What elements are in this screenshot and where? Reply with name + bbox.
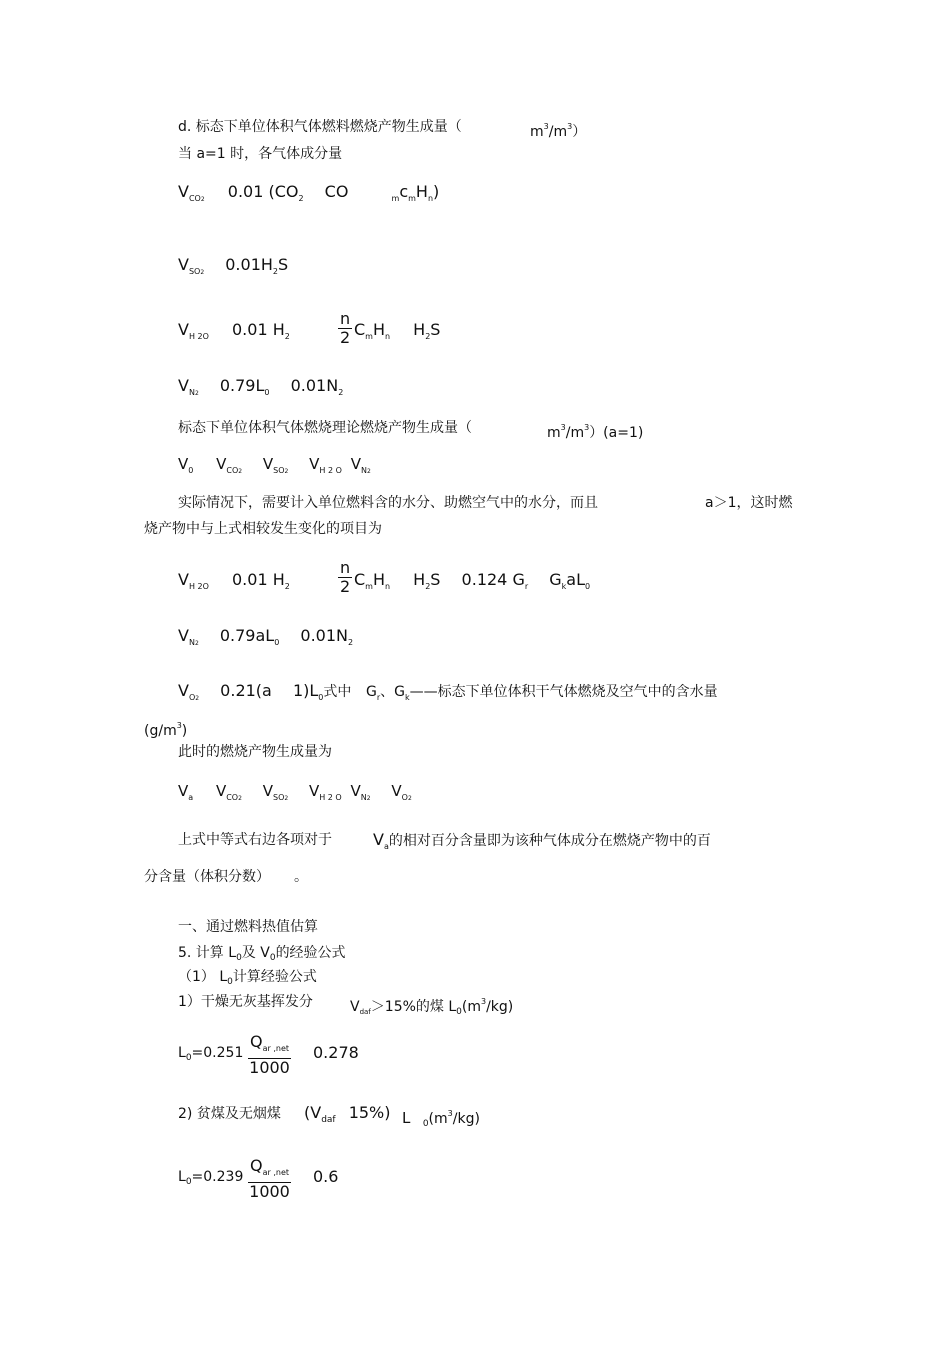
text: 2 [407,795,412,802]
text: S [278,255,289,274]
text: V [262,455,274,473]
text: 2 [425,582,431,591]
text: V [178,626,189,645]
text: a [188,793,194,802]
text: V [350,782,361,800]
text: L [178,1169,186,1185]
text: V [178,455,189,473]
text: 0.79aL [219,626,275,645]
text: S [430,320,441,339]
text: 3 [481,997,487,1006]
text: Q [250,1032,263,1051]
text: m [365,582,373,591]
text: 2 [366,468,371,475]
text: H 2 O [319,793,342,802]
text: 2 [200,196,205,203]
text: N [188,638,195,647]
equation-va [178,781,412,809]
text: 3 [584,423,590,432]
text: G [366,684,377,700]
text: 0 [318,693,324,702]
text: 0.01 H [232,570,285,589]
text: 2 [272,267,278,276]
text: 式中 [323,684,352,700]
text: 2 [339,328,351,347]
text: /kg) [486,999,514,1015]
text: m [408,194,416,203]
text: S [430,570,441,589]
text: 0 [269,953,276,963]
text: 2 [338,388,344,397]
text: (V [304,1103,322,1122]
text: C [354,320,366,339]
text: ar ,net [262,1044,289,1053]
text: V [373,830,384,849]
text: 3 [543,122,549,131]
text: V [350,999,360,1015]
text: H [372,320,385,339]
line-theoretical: 标态下单位体积气体燃烧理论燃烧产物生成量（ [178,420,472,436]
item-2-lean-cond [304,1103,391,1130]
text: ）(a=1) [589,425,644,441]
text: H 2 O [319,466,342,475]
numerator [248,1157,291,1182]
text: 的相对百分含量即为该种气体成分在燃烧产物中的百 [388,833,711,849]
text: 0 [185,1053,192,1063]
equation-vh2o-actual-tail [354,570,590,597]
text: 15%) [348,1103,391,1122]
period: 。 [294,869,308,885]
equation-vso2 [178,255,288,283]
text: V [350,455,361,473]
text: L [178,1045,186,1061]
text: 2 [238,795,242,802]
text: 0.01 H [232,320,285,339]
paragraph-actual-tail: a＞1，这时燃 [705,495,793,511]
text: H [413,570,426,589]
formula-l0-1-const: 0.278 [313,1043,359,1062]
text: 2 [238,468,243,475]
text: H 2O [188,582,209,591]
text: CO [324,182,349,201]
text: aL [566,570,585,589]
text: m [365,332,373,341]
text: V [215,782,227,800]
text: H [415,182,428,201]
fraction-qnet-1000 [248,1157,291,1201]
text: 及 V [241,945,270,961]
text: V [178,782,189,800]
text: =0.251 [191,1045,244,1061]
text: V [178,182,189,201]
paragraph-relative: 上式中等式右边各项对于 [178,832,332,848]
text: daf [359,1008,371,1016]
fraction-n-over-2 [338,559,352,596]
text: O [188,693,196,702]
text: N [360,793,367,802]
item-5 [178,944,346,967]
text: /m [565,425,585,441]
fraction-n-over-2 [338,310,352,347]
text: m [530,124,544,140]
item-2-lean: 2) 贫煤及无烟煤 [178,1106,281,1122]
text: V [391,782,402,800]
text: ar ,net [262,1168,289,1177]
text: 0 [422,1119,429,1129]
text: 3 [176,721,182,730]
text: N [188,388,195,397]
text: V [178,320,189,339]
text: 0 [264,388,270,397]
text: (g/m [144,723,177,739]
text: n [385,582,391,591]
item-1 [178,968,317,991]
text: 3 [567,122,573,131]
text: 0.01H [225,255,273,274]
paragraph-actual: 实际情况下，需要计入单位燃料含的水分、助燃空气中的水分，而且 [178,495,598,511]
text: 0.21(a [220,681,272,700]
formula-l0-1 [178,1044,243,1067]
text: G [549,570,562,589]
text: 2 [366,795,371,802]
text: CO [188,194,201,203]
text: H 2O [188,332,209,341]
text: r [524,582,529,591]
paragraph-relative-2: 分含量（体积分数） [144,869,270,885]
text: ＞15%的煤 L [370,999,457,1015]
text: 2 [425,332,431,341]
text: ——标态下单位体积干气体燃烧及空气中的含水量 [409,684,718,700]
text: 0 [227,977,233,987]
formula-l0-2-const: 0.6 [313,1167,339,1186]
equation-vh2o-tail [354,320,440,347]
text: (m [461,999,481,1015]
numerator [248,1033,291,1058]
section-heading: 一、通过燃料热值估算 [178,919,318,935]
text: 0.01N [300,626,348,645]
text: 2 [284,582,290,591]
definition-gr-gk [366,683,718,707]
equation-vo2 [178,681,351,709]
text: CO [226,466,239,475]
text: 0 [456,1007,462,1017]
text: 1000 [249,1182,290,1201]
item-1-dry-tail [350,993,513,1021]
text: V [308,782,320,800]
text: a [383,842,389,851]
text: n [340,309,351,328]
text: V [309,455,320,473]
text: 0 [274,638,280,647]
text: k [561,582,567,591]
text: 2 [284,332,290,341]
text: O [401,793,408,802]
text: （1） L [178,969,228,985]
text: V [178,255,189,274]
text: 1)L [292,681,319,700]
text: m [391,194,400,203]
text: 3 [447,1109,453,1118]
text: 2 [194,640,199,647]
equation-vn2-actual [178,626,353,654]
fraction-qnet-1000 [248,1033,291,1077]
line-generation: 此时的燃烧产物生成量为 [178,744,332,760]
text: SO [273,466,285,475]
text: 2 [195,695,200,702]
text: n [340,558,351,577]
text: ) [181,723,188,739]
text: 2 [347,638,354,647]
text: 2 [284,468,289,475]
text: 5. 计算 L [178,945,237,961]
text: SO [272,793,285,802]
text: N [360,466,367,475]
text: SO [188,267,201,276]
text: Q [250,1156,263,1175]
text: 0.124 G [461,570,525,589]
text: m [547,425,561,441]
text: 3 [560,423,566,432]
item-1-dry: 1）干燥无灰基挥发分 [178,994,313,1010]
line-a1: 当 a=1 时，各气体成分量 [178,146,343,162]
equation-vh2o [178,320,290,347]
text: 2 [200,269,205,276]
equation-vco2 [178,182,439,210]
item-2-lean-unit [402,1105,480,1133]
text: H [372,570,385,589]
text: 计算经验公式 [232,969,317,985]
text: n [385,332,391,341]
paragraph-relative-tail [373,831,711,856]
text: 0 [188,466,194,475]
text: /kg) [452,1111,480,1127]
text: /m [548,124,568,140]
equation-v0 [178,454,371,482]
equation-vh2o-actual [178,570,290,597]
text: 2 [298,194,304,203]
text: d. 标态下单位体积气体燃料燃烧产物生成量（ [178,119,462,135]
text: c [399,182,409,201]
text: 2 [339,577,351,596]
formula-l0-2 [178,1168,243,1191]
text: V [262,782,273,800]
text: ) [433,182,440,201]
text: r [376,693,381,702]
equation-vn2 [178,376,343,404]
text: daf [321,1115,336,1125]
text: C [354,570,366,589]
text: (m [428,1111,448,1127]
text: 0.79L [219,376,265,395]
heading-d [178,118,462,136]
text: 、G [380,684,406,700]
text: H [413,320,426,339]
unit-m3-m3-a1 [547,419,643,442]
text: V [178,570,189,589]
text: 0 [236,953,242,963]
text: L [402,1109,411,1127]
text: 的经验公式 [275,945,346,961]
text: =0.239 [191,1169,244,1185]
text: ） [572,124,587,140]
text: n [427,194,434,203]
text: V [216,455,227,473]
text: 0.01N [290,376,339,395]
text: 0 [585,582,591,591]
text: k [405,693,410,702]
unit-g-m3 [144,717,187,740]
text: V [178,376,189,395]
text: CO [226,793,239,802]
text: 1000 [249,1058,290,1077]
text: V [178,681,189,700]
text: 2 [284,795,289,802]
text: 2 [194,390,199,397]
unit-m3-m3 [530,118,586,141]
text: 0.01 (CO [227,182,299,201]
text: 0 [185,1177,192,1187]
paragraph-actual-2: 烧产物中与上式相较发生变化的项目为 [144,521,382,537]
